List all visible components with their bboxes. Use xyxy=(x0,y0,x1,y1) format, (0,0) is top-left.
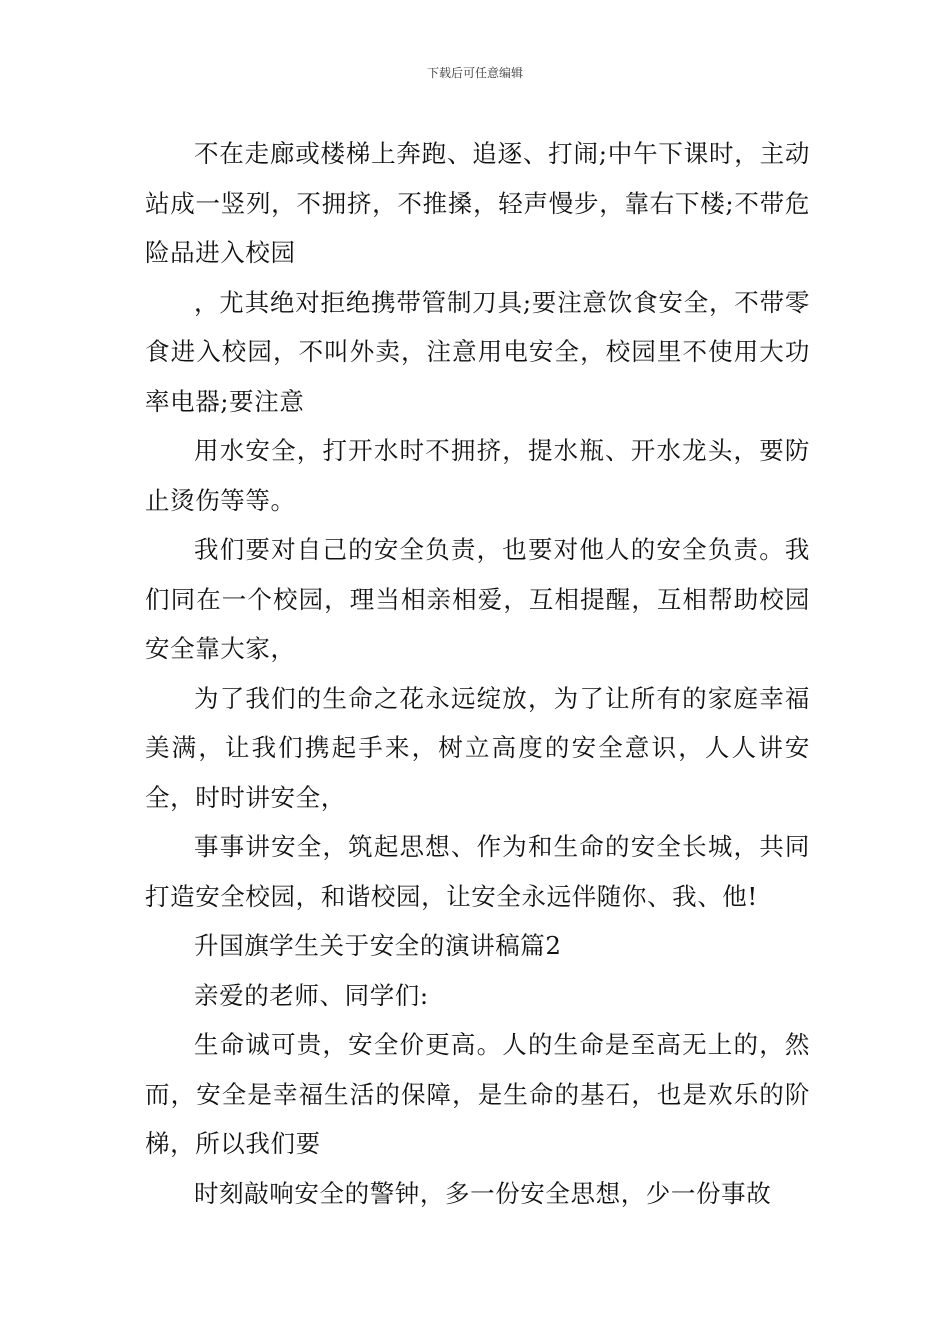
paragraph: 用水安全，打开水时不拥挤，提水瓶、开水龙头，要防止烫伤等等。 xyxy=(145,436,810,515)
paragraph: 不在走廊或楼梯上奔跑、追逐、打闹;中午下课时，主动站成一竖列，不拥挤，不推搡，轻声慢步，靠右下楼;不带危险品进入校园 xyxy=(145,139,810,267)
paragraph: 事事讲安全，筑起思想、作为和生命的安全长城，共同打造安全校园，和谐校园，让安全永远伴随你、我、他! xyxy=(145,832,810,911)
document-body xyxy=(145,129,810,1218)
paragraph: 为了我们的生命之花永远绽放，为了让所有的家庭幸福美满，让我们携起手来，树立高度的安全意识，人人讲安全，时时讲安全， xyxy=(145,683,810,812)
paragraph: 我们要对自己的安全负责，也要对他人的安全负责。我们同在一个校园，理当相亲相爱，互相提醒，互相帮助校园安全靠大家， xyxy=(145,535,810,663)
paragraph: 生命诚可贵，安全价更高。人的生命是至高无上的，然而，安全是幸福生活的保障，是生命的基石，也是欢乐的阶梯，所以我们要 xyxy=(145,1030,810,1158)
section-title: 升国旗学生关于安全的演讲稿篇2 xyxy=(194,931,562,960)
salutation: 亲爱的老师、同学们: xyxy=(194,980,429,1010)
paragraph: ，尤其绝对拒绝携带管制刀具;要注意饮食安全，不带零食进入校园，不叫外卖，注意用电安全，校园里不使用大功率电器;要注意 xyxy=(145,287,810,416)
paragraph: 时刻敲响安全的警钟，多一份安全思想，少一份事故 xyxy=(194,1178,772,1208)
page-header: 下载后可任意编辑 xyxy=(426,66,523,80)
